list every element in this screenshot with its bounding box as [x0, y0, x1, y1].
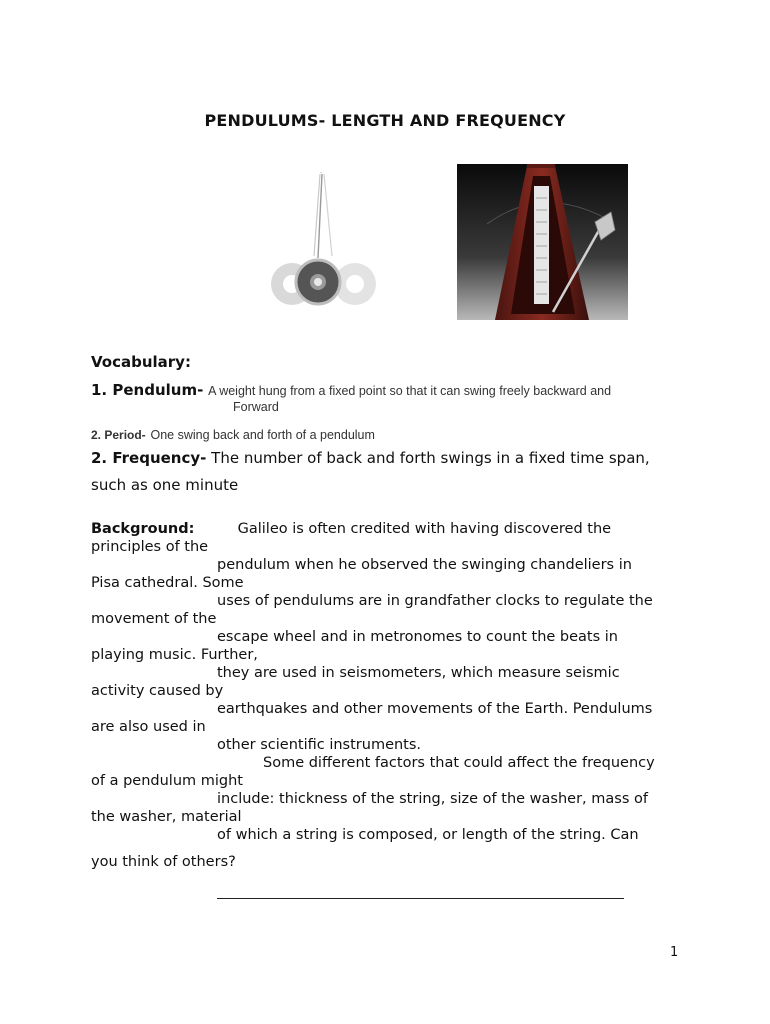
vocab-item-pendulum: [91, 381, 611, 399]
vocab-item-frequency: [91, 449, 650, 467]
background-line: other scientific instruments.: [217, 737, 422, 753]
vocab-item-period: [91, 425, 375, 443]
background-heading: Background:: [91, 521, 195, 537]
background-line: Galileo is often credited with having discovered the: [237, 521, 612, 537]
vocab-definition-pendulum: A weight hung from a fixed point so that it can swing freely backward and: [208, 384, 612, 398]
metronome-image: [457, 164, 628, 320]
vocab-term-frequency: 2. Frequency-: [91, 449, 207, 467]
background-line: pendulum when he observed the swinging chandeliers in: [217, 557, 632, 573]
background-line: of which a string is composed, or length of the string. Can: [217, 827, 639, 843]
background-line: include: thickness of the string, size of the washer, mass of: [217, 791, 648, 807]
background-line: earthquakes and other movements of the Earth. Pendulums: [217, 701, 653, 717]
background-line: playing music. Further,: [91, 647, 258, 663]
answer-blank-line[interactable]: [217, 898, 624, 899]
vocab-definition-frequency: The number of back and forth swings in a fixed time span,: [211, 449, 650, 467]
background-first-line: [91, 521, 611, 537]
background-line: principles of the: [91, 539, 209, 555]
page-number: 1: [670, 945, 679, 960]
background-line: the washer, material: [91, 809, 242, 825]
page-title: PENDULUMS- LENGTH AND FREQUENCY: [204, 111, 566, 130]
background-line: Some different factors that could affect the frequency: [263, 755, 655, 771]
background-line: are also used in: [91, 719, 206, 735]
vocab-term-pendulum: 1. Pendulum-: [91, 381, 204, 399]
vocab-term-period: 2. Period-: [91, 428, 146, 442]
pendulum-image: [262, 172, 388, 320]
vocabulary-heading: Vocabulary:: [91, 353, 191, 371]
background-line: escape wheel and in metronomes to count the beats in: [217, 629, 618, 645]
vocab-definition-period: One swing back and forth of a pendulum: [150, 428, 375, 442]
background-line: you think of others?: [91, 854, 236, 870]
background-line: they are used in seismometers, which measure seismic: [217, 665, 620, 681]
background-line: movement of the: [91, 611, 217, 627]
background-line: uses of pendulums are in grandfather clocks to regulate the: [217, 593, 653, 609]
vocab-definition-frequency-cont: such as one minute: [91, 476, 239, 494]
vocab-definition-pendulum-cont: Forward: [233, 400, 279, 414]
background-line: Pisa cathedral. Some: [91, 575, 244, 591]
background-line: of a pendulum might: [91, 773, 243, 789]
background-line: activity caused by: [91, 683, 224, 699]
